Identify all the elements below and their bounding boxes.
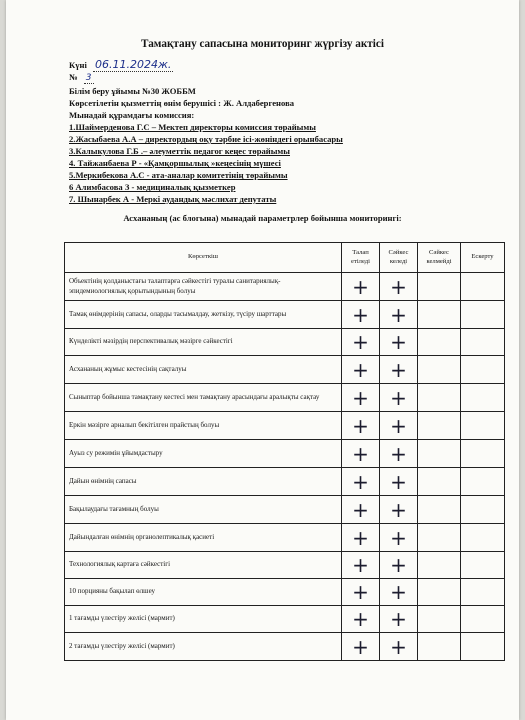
plus-mark: +	[352, 634, 369, 659]
noncompliant-cell	[418, 496, 461, 524]
table-row	[65, 329, 505, 356]
noncompliant-cell	[418, 412, 461, 440]
plus-mark: +	[390, 413, 407, 438]
table-row	[65, 633, 505, 661]
table-row	[65, 440, 505, 468]
indicator-cell: Ауыз су режимін ұйымдастыру	[65, 440, 342, 468]
indicator-cell: Дайындалған өнімнің органолептикалық қасиеті	[65, 524, 342, 552]
noncompliant-cell	[418, 633, 461, 661]
table-row	[65, 552, 505, 579]
note-cell	[461, 524, 505, 552]
column-header-compliant: Сәйкес келеді	[380, 243, 418, 273]
noncompliant-cell	[418, 440, 461, 468]
note-cell	[461, 440, 505, 468]
date-label: Күні	[69, 60, 87, 70]
note-cell	[461, 468, 505, 496]
plus-mark: +	[352, 357, 369, 382]
noncompliant-cell	[418, 524, 461, 552]
plus-mark: +	[390, 274, 407, 299]
noncompliant-cell	[418, 579, 461, 606]
note-cell	[461, 579, 505, 606]
provider-line	[69, 98, 294, 108]
plus-mark: +	[352, 330, 369, 354]
plus-mark: +	[390, 634, 407, 659]
plus-mark: +	[390, 302, 407, 327]
plus-mark: +	[352, 497, 369, 522]
noncompliant-cell	[418, 273, 461, 301]
plus-mark: +	[390, 607, 407, 631]
commission-member: 7. Шынарбек А - Меркі аудандық мәслихат депутаты	[69, 194, 277, 204]
provider-label: Көрсетілетін қызметтің өнім берушісі :	[69, 98, 222, 108]
plus-mark: +	[352, 274, 369, 299]
noncompliant-cell	[418, 468, 461, 496]
indicator-cell: Тамақ өнімдерінің сапасы, оларды тасымалдау, жеткізу, түсіру шарттары	[65, 301, 342, 329]
date-line	[69, 58, 173, 71]
document-page	[6, 0, 519, 720]
indicator-cell: 2 тағамды үлестіру желісі (мармит)	[65, 633, 342, 661]
commission-label: Мынадай құрамдағы комиссия:	[69, 110, 195, 120]
table-row	[65, 468, 505, 496]
plus-mark: +	[352, 441, 369, 466]
note-cell	[461, 301, 505, 329]
commission-member: 1.Шаймерденова Г.С – Мектеп директоры комиссия төрайымы	[69, 122, 316, 132]
commission-member: 6 Алимбасова З - медициналық қызметкер	[69, 182, 236, 192]
monitoring-subtitle: Асхананың (ас блогына) мынадай параметрлер бойынша мониторингі:	[123, 213, 402, 223]
indicator-cell: Сыныптар бойынша тамақтану кестесі мен тамақтану арасындағы аралықты сақтау	[65, 384, 342, 412]
plus-mark: +	[352, 302, 369, 327]
plus-mark: +	[390, 330, 407, 354]
note-cell	[461, 412, 505, 440]
plus-mark: +	[352, 580, 369, 604]
table-row	[65, 301, 505, 329]
note-cell	[461, 273, 505, 301]
noncompliant-cell	[418, 552, 461, 579]
plus-mark: +	[390, 469, 407, 494]
plus-mark: +	[352, 413, 369, 438]
note-cell	[461, 356, 505, 384]
date-value: 06.11.2024ж.	[95, 58, 172, 71]
plus-mark: +	[390, 580, 407, 604]
number-value: 3	[85, 73, 92, 83]
provider-value: Ж. Алдабергенова	[223, 98, 295, 108]
column-header-required: Талап етіледі	[342, 243, 380, 273]
indicator-cell: Еркін мәзірге арналып бекітілген прайстың болуы	[65, 412, 342, 440]
indicator-cell: Дайын өнімнің сапасы	[65, 468, 342, 496]
note-cell	[461, 384, 505, 412]
table-row	[65, 496, 505, 524]
indicator-cell: 1 тағамды үлестіру желісі (мармит)	[65, 606, 342, 633]
plus-mark: +	[352, 525, 369, 550]
plus-mark: +	[390, 497, 407, 522]
note-cell	[461, 606, 505, 633]
indicator-cell: 10 порцияны бақылап өлшеу	[65, 579, 342, 606]
number-label: №	[69, 72, 78, 82]
table-row	[65, 412, 505, 440]
plus-mark: +	[390, 525, 407, 550]
column-header-indicator: Көрсеткіш	[65, 243, 342, 273]
note-cell	[461, 633, 505, 661]
plus-mark: +	[352, 469, 369, 494]
indicator-cell: Технологиялық картаға сәйкестігі	[65, 552, 342, 579]
table-header-row	[65, 243, 505, 273]
plus-mark: +	[352, 607, 369, 631]
commission-member: 3.Калыкулова Г.Б .– әлеуметтік педагог кеңес төрайымы	[69, 146, 290, 156]
table-row	[65, 579, 505, 606]
table-row	[65, 524, 505, 552]
note-cell	[461, 496, 505, 524]
table-row	[65, 384, 505, 412]
org-line: Білім беру ұйымы №30 ЖОББМ	[69, 86, 196, 96]
noncompliant-cell	[418, 329, 461, 356]
commission-member: 4. Тайжанбаева Р - «Қамқоршылық »кеңесінің мүшесі	[69, 158, 281, 168]
monitoring-table	[64, 242, 505, 661]
plus-mark: +	[390, 385, 407, 410]
table-row	[65, 356, 505, 384]
plus-mark: +	[390, 357, 407, 382]
note-cell	[461, 552, 505, 579]
indicator-cell: Бақылаудағы тағамның болуы	[65, 496, 342, 524]
table-row	[65, 606, 505, 633]
commission-member: 2.Жасыбаева А.А – директордың оқу тәрбие ісі-жөніндегі орынбасары	[69, 134, 343, 144]
note-cell	[461, 329, 505, 356]
plus-mark: +	[352, 553, 369, 577]
plus-mark: +	[390, 441, 407, 466]
indicator-cell: Асхананың жұмыс кестесінің сақталуы	[65, 356, 342, 384]
noncompliant-cell	[418, 301, 461, 329]
indicator-cell: Күнделікті мәзірдің перспективалық мәзірге сәйкестігі	[65, 329, 342, 356]
column-header-note: Ескерту	[461, 243, 505, 273]
column-header-noncompliant: Сәйкес келмейді	[418, 243, 461, 273]
noncompliant-cell	[418, 356, 461, 384]
plus-mark: +	[390, 553, 407, 577]
document-title: Тамақтану сапасына мониторинг жүргізу актісі	[141, 38, 384, 50]
indicator-cell: Объектінің қолданыстағы талаптарға сәйкестігі туралы санитариялық-эпидемиологиялық қорытындының болуы	[65, 273, 342, 301]
noncompliant-cell	[418, 384, 461, 412]
number-line	[69, 72, 94, 83]
table-row	[65, 273, 505, 301]
commission-member: 5.Меркибекова А.С - ата-аналар комитетінің төрайымы	[69, 170, 288, 180]
noncompliant-cell	[418, 606, 461, 633]
plus-mark: +	[352, 385, 369, 410]
